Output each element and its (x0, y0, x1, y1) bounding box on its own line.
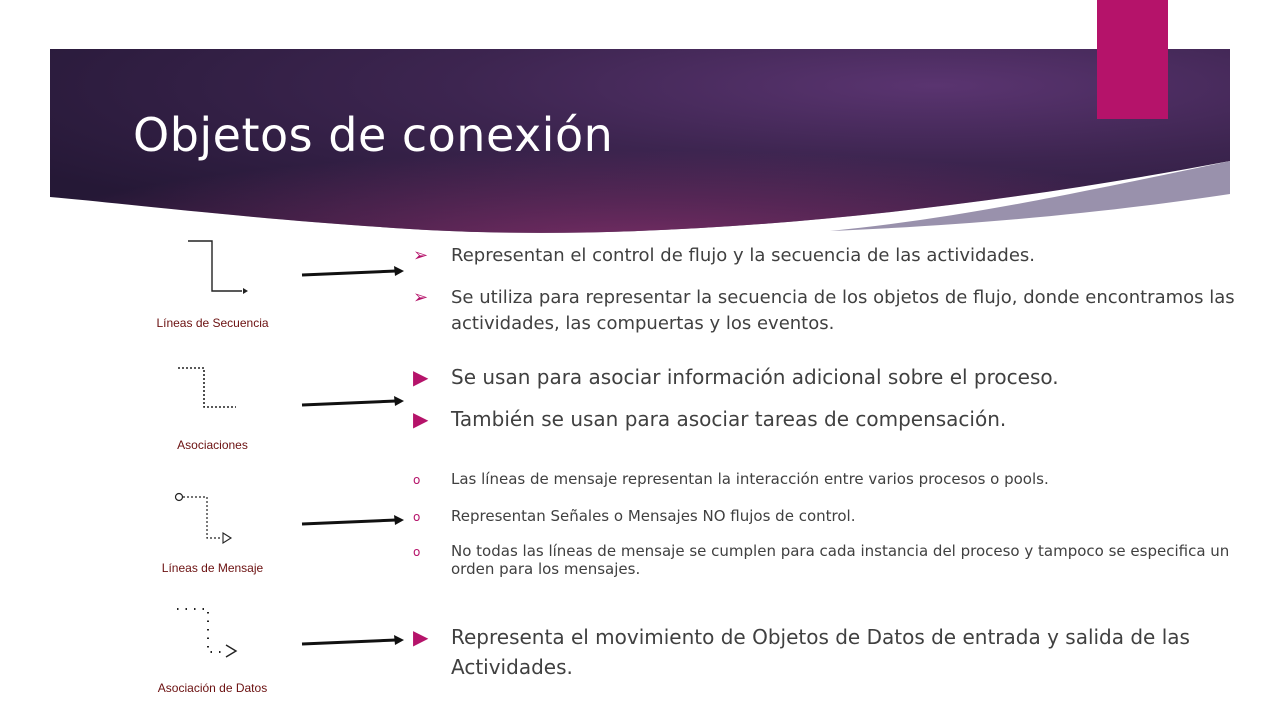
bullet-item (413, 243, 1240, 269)
connector-data (140, 602, 285, 722)
connector-message (140, 488, 285, 608)
triangle-bullet-icon: ▶ (413, 625, 429, 649)
connector-label: Asociación de Datos (157, 681, 268, 695)
bullet-text: Las líneas de mensaje representan la interacción entre varios procesos o pools. (451, 470, 1049, 488)
connector-label: Líneas de Mensaje (161, 561, 264, 575)
bullet-text: Representan Señales o Mensajes NO flujos de control. (451, 507, 856, 525)
bullet-text: Representa el movimiento de Objetos de Datos de entrada y salida de las Actividades. (451, 625, 1190, 679)
circle-bullet-icon: o (413, 510, 421, 524)
chevron-bullet-icon: ➢ (413, 287, 429, 308)
bullet-item (413, 622, 1240, 682)
message-flow-icon (140, 488, 285, 548)
bullet-item (413, 470, 1240, 488)
sequence-flow-icon (140, 236, 285, 296)
data-association-icon (140, 602, 285, 667)
chevron-bullet-icon: ➢ (413, 245, 429, 266)
circle-bullet-icon: o (413, 545, 421, 559)
circle-bullet-icon: o (413, 473, 421, 487)
bullet-text: Se utiliza para representar la secuencia de los objetos de flujo, donde encontramos las actividades, las compuertas y los eventos. (451, 287, 1235, 334)
triangle-bullet-icon: ▶ (413, 365, 429, 389)
right-arrow-icon (298, 632, 408, 652)
bullet-item (413, 362, 1240, 392)
bullet-text: Representan el control de flujo y la secuencia de las actividades. (451, 245, 1036, 266)
association-icon (140, 362, 285, 417)
bullet-text: También se usan para asociar tareas de compensación. (451, 407, 1007, 431)
bullet-text: No todas las líneas de mensaje se cumplen para cada instancia del proceso y tampoco se especifica un orden para los mensajes. (451, 542, 1230, 578)
bullet-item (413, 542, 1240, 578)
right-arrow-icon (298, 263, 408, 283)
right-arrow-icon (298, 393, 408, 413)
right-arrow-icon (298, 512, 408, 532)
bullet-text: Se usan para asociar información adicional sobre el proceso. (451, 365, 1059, 389)
triangle-bullet-icon: ▶ (413, 407, 429, 431)
connector-sequence (140, 236, 285, 356)
connector-association (140, 362, 285, 482)
bullet-item (413, 507, 1240, 525)
bullet-item (413, 404, 1240, 434)
connector-label: Líneas de Secuencia (156, 316, 269, 330)
accent-bar (1097, 0, 1168, 119)
bullet-item (413, 285, 1240, 337)
slide-title: Objetos de conexión (133, 108, 614, 162)
connector-label: Asociaciones (177, 438, 248, 452)
